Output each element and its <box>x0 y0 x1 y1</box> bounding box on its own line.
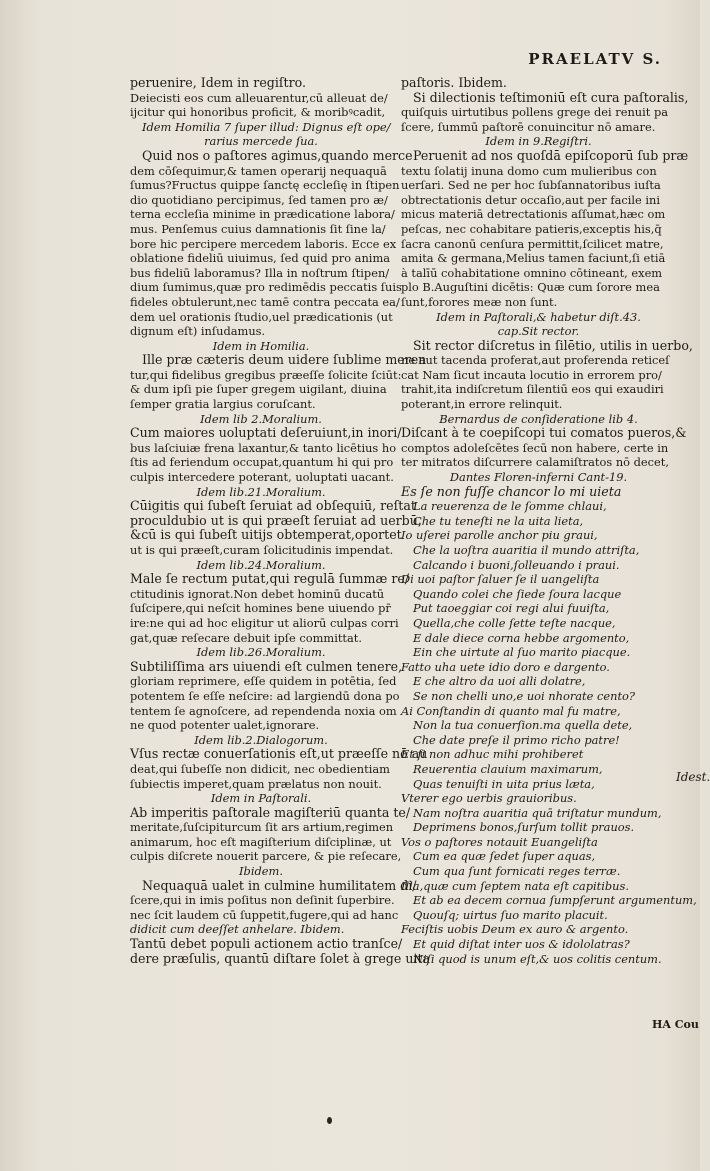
text-line: potentem ſe eſſe neſcire: ad largiendū dona po <box>130 688 400 703</box>
text-line: Put taoeggiar coi regi alui fuuiſta, <box>413 601 610 616</box>
text-line: nec ſcit laudem cū ſuppetit,fugere,qui ad hanc <box>130 907 399 922</box>
text-line: fideles obtulerunt,nec tamē contra peccata ea/ <box>130 294 400 309</box>
text-line: terna eccleſia minime in prædicatione labora/ <box>130 207 395 222</box>
text-line: E che altro da uoi alli dolatre, <box>413 674 586 689</box>
text-line: bore hic percipere mercedem laboris. Ecce ex <box>130 236 397 251</box>
text-line: cap.Sit rector. <box>497 324 580 339</box>
text-line: Che la uoſtra auaritia il mundo attriſta, <box>413 543 640 557</box>
running-header: PRAELATV S. <box>528 50 662 68</box>
ink-dot <box>327 1117 332 1124</box>
text-line: ctitudinis ignorat.Non debet hominū ducatū <box>130 586 385 601</box>
text-line: Nam noſtra auaritia quā triſtatur mundum, <box>413 805 662 820</box>
text-line: ne aut tacenda proferat,aut proferenda reticeſ <box>401 353 670 368</box>
text-line: Feciſtis uobis Deum ex auro & argento. <box>401 922 629 937</box>
text-line: Ab imperitis paſtorale magiſteriū quanta te/ <box>130 804 411 820</box>
text-line: peruenire, Idem in regiſtro. <box>130 75 306 90</box>
text-line: Non la tua conuerſion.ma quella dete, <box>413 718 633 733</box>
text-line: ſacra canonū cenſura permittit,ſcilicet matre, <box>401 236 664 251</box>
text-line: obtrectationis detur occaſio,aut per facile ini <box>401 192 661 207</box>
text-line: Peruenit ad nos quoſdā epiſcoporū ſub præ <box>413 147 689 163</box>
text-line: Se non chelli uno,e uoi nhorate cento? <box>413 688 635 703</box>
text-line: Che date preſe il primo richo patre! <box>413 732 620 747</box>
text-line: Cum ea quæ ſedet ſuper aquas, <box>413 849 596 864</box>
text-line: Ille præ cæteris deum uidere ſublime meren <box>142 352 427 368</box>
catchword: HA Cou <box>652 1018 699 1031</box>
text-line: Et ab ea decem cornua ſumpſerunt argumentum, <box>413 893 697 908</box>
text-line: Cum qua ſunt fornicati reges terræ. <box>413 864 621 879</box>
text-line: ſuſcipere,qui neſcit homines bene uiuendo pr̄ <box>130 601 391 616</box>
text-line: Si dilectionis teſtimoniū eſt cura paſtoralis, <box>413 89 689 105</box>
text-line: Idem Homilia 7 ſuper illud: Dignus eſt ope/ <box>142 119 391 134</box>
text-line: plo B.Auguſtini dicētis: Quæ cum ſorore mea <box>401 280 660 295</box>
text-line: Subtiliſſima ars uiuendi eſt culmen tenere, <box>130 658 403 674</box>
text-line: Idem in 9.Regiſtri. <box>485 134 592 149</box>
text-line: meritate,ſuſcipiturcum ſit ars artium,regimen <box>130 820 394 835</box>
text-line: Calcando i buoni,ſolleuando i praui. <box>413 557 620 572</box>
text-line: Vterer ego uerbis grauioribus. <box>401 791 577 806</box>
text-line: ter mitratos diſcurrere calamiſtratos nō decet, <box>401 455 669 470</box>
text-line: mus. Penſemus cuius damnationis ſit ſine la/ <box>130 221 386 236</box>
text-line: ne quod potenter ualet,ignorare. <box>130 718 320 733</box>
text-line: Quas tenuiſti in uita prius læta, <box>413 776 595 791</box>
text-line: bus laſciuiæ frena laxantur,& tanto licētius ho <box>130 440 397 455</box>
text-line: Io uſerei parolle anchor piu graui, <box>401 528 598 543</box>
text-line: proculdubio ut is qui præeſt ſeruiat ad uerbū, <box>130 512 422 528</box>
text-line: ſumus?Fructus quippe ſanctę eccleſię in ſtipen <box>130 178 400 193</box>
text-line: Quid nos o paſtores agimus,quando merce <box>142 147 413 163</box>
text-line: Sit rector diſcretus in ſilētio, utilis in uerbo, <box>413 337 693 353</box>
text-line: deat,qui ſubeſſe non didicit, nec obedientiam <box>130 761 390 776</box>
text-line: Quando colei che ſiede ſoura lacque <box>413 586 622 601</box>
text-line: Cūigitis qui ſubeſt ſeruiat ad obſequiū, reſtat <box>130 498 416 514</box>
text-line: Ibidem. <box>239 864 283 879</box>
text-line: Deiecisti eos cum alleuarentur,cū alleuat de/ <box>130 90 388 105</box>
text-line: Dantes Floren-inferni Cant-19. <box>449 470 628 485</box>
text-line: Et quid diſtat inter uos & idololatras? <box>413 937 630 952</box>
text-line: & dum ipſi pie ſuper gregem uigilant, diuina <box>130 382 387 397</box>
margin-note: Idest. <box>676 770 710 784</box>
text-line: Ai Conſtandin di quanto mal fu matre, <box>401 703 621 718</box>
text-line: cat Nam ſicut incauta locutio in errorem pro/ <box>401 367 662 382</box>
text-line: culpis intercedere poterant, uoluptati uacant. <box>130 470 394 485</box>
text-line: ſunt,forores meæ non ſunt. <box>401 294 558 309</box>
text-line: micus materiā detrectationis aſſumat,hæc om <box>401 207 666 222</box>
text-line: dere præſulis, quantū diſtare ſolet à grege uita <box>130 950 431 966</box>
text-line: dium ſumimus,quæ pro redimēdis peccatis ſuis <box>130 280 402 295</box>
text-line: &cū is qui ſubeſt uitijs obtemperat,oportet <box>130 527 402 543</box>
text-line: poterant,in errore relinquit. <box>401 397 563 412</box>
text-line: dem uel orationis ſtudio,uel prædicationis (ut <box>130 309 393 324</box>
text-line: Quouſq; uirtus ſuo marito placuit. <box>413 907 608 922</box>
text-line: ut is qui præeſt,curam ſolicitudinis impendat. <box>130 543 394 557</box>
text-line: bus fideliū laboramus? Illa in noſtrum ſtipen/ <box>130 265 390 280</box>
text-line: Cum maiores uoluptati deſeruiunt,in inori/ <box>130 425 402 441</box>
text-line: amita & germana,Melius tamen faciunt,ſi etiā <box>401 251 666 266</box>
text-line: animarum, hoc eſt magiſterium diſciplinæ, ut <box>130 834 392 849</box>
text-line: Diſcant à te coepiſcopi tui comatos pueros,& <box>401 425 687 441</box>
text-line: Deprimens bonos,ſurſum tollit prauos. <box>413 820 635 835</box>
text-line: Idem lib 2.Moralium. <box>200 411 322 426</box>
text-line: ſemper gratia largius coruſcant. <box>130 397 316 412</box>
text-line: trahit,ita indiſcretum ſilentiū eos qui exaudiri <box>401 382 664 397</box>
text-line: textu ſolatij inuna domo cum mulieribus con <box>401 163 657 178</box>
text-line: Di uoi paſtor ſaluer ſe il uangeliſta <box>401 572 600 587</box>
text-line: Ein che uirtute al ſuo marito piacque. <box>413 645 631 660</box>
text-line: paſtoris. Ibidem. <box>401 75 507 90</box>
text-line: Idem lib.26.Moralium. <box>196 645 326 660</box>
text-line: à talīū cohabitatione omnino cōtineant, exem <box>401 265 663 280</box>
text-line: Idem in Paſtorali. <box>210 791 312 806</box>
text-line: Idem lib.24.Moralium. <box>196 557 326 572</box>
text-line: Tantū debet populi actionem actio tranſce/ <box>130 936 403 952</box>
text-line: Idem in Homilia. <box>212 338 310 353</box>
text-line: Bernardus de conſideratione lib 4. <box>439 411 638 426</box>
text-line: ſcere,qui in imis poſitus non deſinit ſuperbire. <box>130 893 395 908</box>
text-line: Vſus rectæ conuerſationis eſt,ut præeſſe nō au <box>130 746 428 762</box>
text-line: dio quotidiano percipimus, ſed tamen pro æ/ <box>130 192 388 207</box>
text-line: Idem lib.21.Moralium. <box>196 484 326 499</box>
text-line: ſcere, ſummū paſtorē conuincitur nō amare. <box>401 119 656 134</box>
text-line: ire:ne qui ad hoc eligitur ut aliorū culpas corri <box>130 615 399 630</box>
text-line: didicit cum deeſſet anhelare. Ibidem. <box>130 922 345 937</box>
text-line: ijcitur qui honoribus proficit, & moribꝰcadit, <box>130 105 386 120</box>
text-line: Fatto uha uete idio doro e dargento. <box>401 659 610 674</box>
text-line: Nequaquā ualet in culmine humilitatem di/ <box>142 877 417 893</box>
text-line: tentem ſe agnoſcere, ad rependenda noxia om <box>130 703 397 718</box>
text-line: gloriam reprimere, eſſe quidem in potētia, ſed <box>130 674 397 689</box>
text-line: uerſari. Sed ne per hoc ſubſannatoribus iuſta <box>401 178 661 193</box>
text-line: Es ſe non fuſſe chancor lo mi uieta <box>401 483 622 499</box>
text-line: rarius mercede ſua. <box>204 134 318 149</box>
text-line: quiſquis uirtutibus pollens grege dei renuit pa <box>401 105 669 120</box>
text-line: ſtis ad feriendum occupat,quantum hi qui pro <box>130 455 394 470</box>
text-line: Illa,quæ cum ſeptem nata eſt capitibus. <box>401 878 629 893</box>
text-line: tur,qui fidelibus gregibus præeſſe ſolicite ſciūt: <box>130 367 402 382</box>
text-line: Idem in Paſtorali,& habetur diſt.43. <box>436 309 641 324</box>
text-line: Che tu teneſti ne la uita lieta, <box>413 513 584 528</box>
text-line: Vos o paſtores notauit Euangeliſta <box>401 834 598 849</box>
left-column <box>130 75 431 1086</box>
text-line: ſubiectis imperet,quam prælatus non nouit. <box>130 776 382 791</box>
text-line: E dale diece corna hebbe argomento, <box>413 630 630 645</box>
text-line: peſcas, nec cohabitare patieris,exceptis his,q̄ <box>401 221 662 236</box>
text-line: Idem lib.2.Dialogorum. <box>194 732 328 747</box>
text-line: Quella,che colle ſette teſte nacque, <box>413 615 616 630</box>
text-line: comptos adoleſcētes ſecū non habere, certe in <box>401 440 669 455</box>
text-line: Niſi quod is unum eſt,& uos colitis centum. <box>413 951 662 966</box>
text-line: gat,quæ reſecare debuit ipſe committat. <box>130 630 362 645</box>
text-line: dignum eſt) inſudamus. <box>130 324 266 339</box>
text-line: La reuerenza de le ſomme chlaui, <box>413 499 607 514</box>
text-line: dem cōſequimur,& tamen operarij nequaquā <box>130 163 387 178</box>
text-line: Reuerentia clauium maximarum, <box>413 761 603 776</box>
text-line: culpis diſcrete nouerit parcere, & pie reſecare, <box>130 849 402 864</box>
text-line: Et ſi non adhuc mihi prohiberet <box>401 747 584 762</box>
text-line: oblatione fideliū uiuimus, ſed quid pro anima <box>130 251 391 266</box>
text-line: Male ſe rectum putat,qui regulā ſummæ re/ <box>130 571 410 587</box>
